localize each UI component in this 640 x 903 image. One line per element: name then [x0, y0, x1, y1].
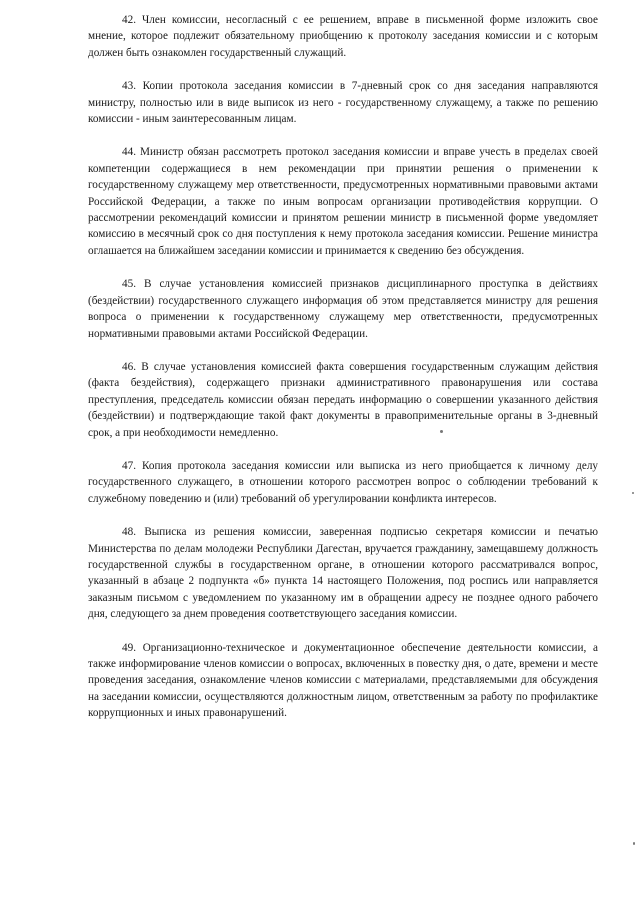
paragraph-49: 49. Организационно-техническое и документационное обеспечение деятельности комиссии, а также информирование членов комиссии о вопросах, включенных в повестку дня, о дате, времени и месте проведения заседания, ознакомление членов комиссии с материалами, представляемыми для обсуждения на заседании комиссии, осуществляются должностным лицом, ответственным за работу по профилактике коррупционных и иных правонарушений.: [88, 641, 598, 720]
document-page: [88, 12, 598, 739]
paragraph-46: 46. В случае установления комиссией факта совершения государственным служащим действия (факта бездействия), содержащего признаки административного правонарушения или состава преступления, председатель комиссии обязан передать информацию о совершении указанного действия (бездействии) и подтверждающие такой факт документы в правоприменительные органы в 3-дневный срок, а при необходимости немедленно.: [88, 360, 598, 439]
scan-speck: [633, 842, 635, 845]
paragraph-47: 47. Копия протокола заседания комиссии или выписка из него приобщается к личному делу государственного служащего, в отношении которого рассмотрен вопрос о соблюдении требований к служебному поведению и (или) требований об урегулировании конфликта интересов.: [88, 459, 598, 505]
paragraph-42: 42. Член комиссии, несогласный с ее решением, вправе в письменной форме изложить свое мнение, которое подлежит обязательному приобщению к протоколу заседания комиссии и с которым должен быть ознакомлен государственный служащий.: [88, 14, 598, 59]
paragraph-45: 45. В случае установления комиссией признаков дисциплинарного проступка в действиях (бездействии) государственного служащего информация об этом представляется министру для решения вопроса о применении к государственному служащему мер ответственности, предусмотренных нормативными правовыми актами Российской Федерации.: [88, 278, 598, 340]
paragraph-43: 43. Копии протокола заседания комиссии в 7-дневный срок со дня заседания направляются министру, полностью или в виде выписок из него - государственному служащему, а также по решению комиссии - иным заинтересованным лицам.: [88, 80, 598, 126]
paragraph-44: 44. Министр обязан рассмотреть протокол заседания комиссии и вправе учесть в пределах своей компетенции содержащиеся в нем рекомендации при принятии решения о применении к государственному служащему мер ответственности, предусмотренных нормативными правовыми актами Российской Федерации, а также по иным вопросам организации противодействия коррупции. О рассмотрении рекомендаций комиссии и принятом решении министр в письменной форме уведомляет комиссию в месячный срок со дня поступления к нему протокола заседания комиссии. Решение министра оглашается на ближайшем заседании комиссии и принимается к сведению без обсуждения.: [88, 146, 598, 257]
paragraph-48: 48. Выписка из решения комиссии, заверенная подписью секретаря комиссии и печатью Министерства по делам молодежи Республики Дагестан, вручается гражданину, замещавшему должность государственной службы в государственном органе, в отношении которого рассматривался вопрос, указанный в абзаце 2 подпункта «б» пункта 14 настоящего Положения, под роспись или направляется заказным письмом с уведомлением по указанному им в обращении адресу не позднее одного рабочего дня, следующего за днем проведения соответствующего заседания комиссии.: [88, 526, 598, 621]
scan-speck: [440, 430, 443, 433]
scan-speck: [632, 492, 634, 494]
